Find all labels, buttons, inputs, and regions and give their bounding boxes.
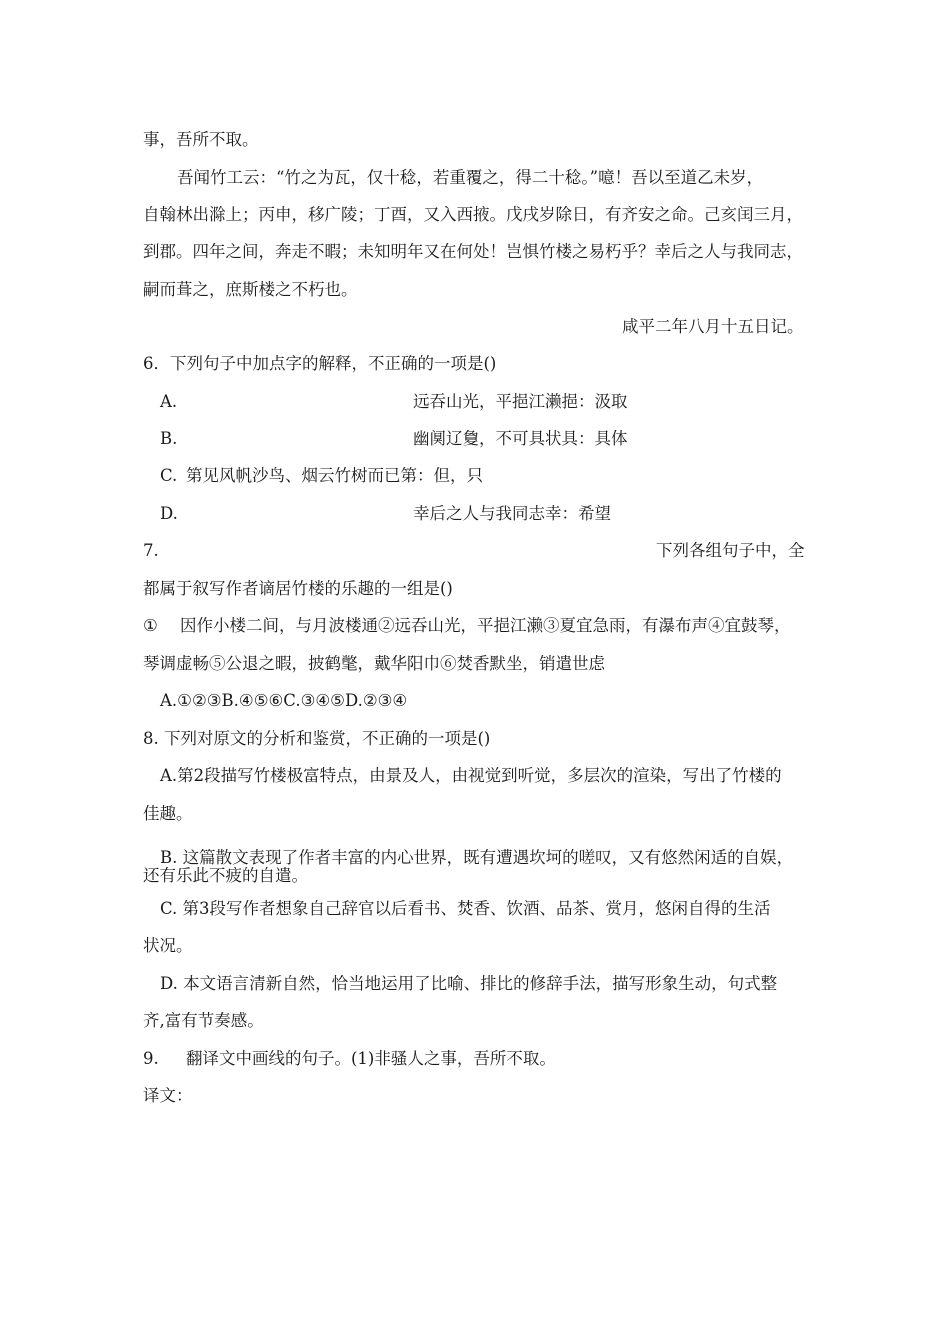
paragraph-end: 事，吾所不取。 [143,130,259,149]
q8-option-a-line: A.第2段描写竹楼极富特点，由景及人，由视觉到听觉，多层次的渲染，写出了竹楼的 [160,766,782,785]
q7-item-mark: ① [143,616,158,635]
q8-option-a-line: 佳趣。 [143,804,193,823]
q6-option-a-label: A. [160,392,178,411]
q7-items-line: 琴调虚畅⑤公退之暇，披鹤氅，戴华阳巾⑥焚香默坐，销遣世虑 [143,654,605,673]
question-7-number: 7. [143,541,159,560]
question-7-stem-part1: 下列各组句子中，全 [656,541,805,560]
q8-option-d-line: 齐,富有节奏感。 [143,1011,264,1030]
q6-option-c-label: C. [160,466,178,485]
q6-option-c-text: 第见风帆沙鸟、烟云竹树而已第：但，只 [186,466,483,485]
paragraph-line: 自翰林出滁上；丙申，移广陵；丁酉，又入西掖。戊戌岁除日，有齐安之命。己亥闰三月， [143,205,803,224]
translation-label: 译文： [143,1086,193,1105]
question-6-stem: 6．下列句子中加点字的解释，不正确的一项是() [143,354,497,373]
q7-choices: A.①②③B.④⑤⑥C.③④⑤D.②③④ [160,691,408,710]
q6-option-d-label: D. [160,504,178,523]
paragraph-line: 到郡。四年之间，奔走不暇；未知明年又在何处！岂惧竹楼之易朽乎？幸后之人与我同志， [143,242,803,261]
question-8-stem: 8. 下列对原文的分析和鉴赏，不正确的一项是() [143,729,491,748]
signature-date: 咸平二年八月十五日记。 [622,317,804,336]
question-7-stem-part2: 都属于叙写作者谪居竹楼的乐趣的一组是() [143,579,453,598]
q8-option-c-line: C. 第3段写作者想象自己辞官以后看书、焚香、饮酒、品茶、赏月，悠闲自得的生活 [160,899,771,918]
paragraph-line: 嗣而葺之，庶斯楼之不朽也。 [143,280,358,299]
q6-option-a-text: 远吞山光，平挹江濑挹：汲取 [413,392,628,411]
q8-option-b-line: B. 这篇散文表现了作者丰富的内心世界，既有遭遇坎坷的嗟叹，又有悠然闲适的自娱， [160,848,794,867]
question-9-number: 9. [143,1049,159,1068]
q6-option-b-label: B. [160,429,178,448]
q8-option-b-line: 还有乐此不疲的自遣。 [143,866,308,885]
question-9-stem: 翻译文中画线的句子。(1)非骚人之事，吾所不取。 [186,1049,556,1068]
paragraph-line: 吾闻竹工云：“竹之为瓦，仅十稔，若重覆之，得二十稔。”噫！吾以至道乙未岁， [177,168,764,187]
q6-option-d-text: 幸后之人与我同志幸：希望 [413,504,611,523]
q8-option-d-line: D. 本文语言清新自然，恰当地运用了比喻、排比的修辞手法，描写形象生动，句式整 [160,974,778,993]
q6-option-b-text: 幽阒辽敻，不可具状具：具体 [413,429,628,448]
q7-items-line: 因作小楼二间，与月波楼通②远吞山光，平挹江濑③夏宜急雨，有瀑布声④宜鼓琴， [180,616,791,635]
q8-option-c-line: 状况。 [143,936,193,955]
